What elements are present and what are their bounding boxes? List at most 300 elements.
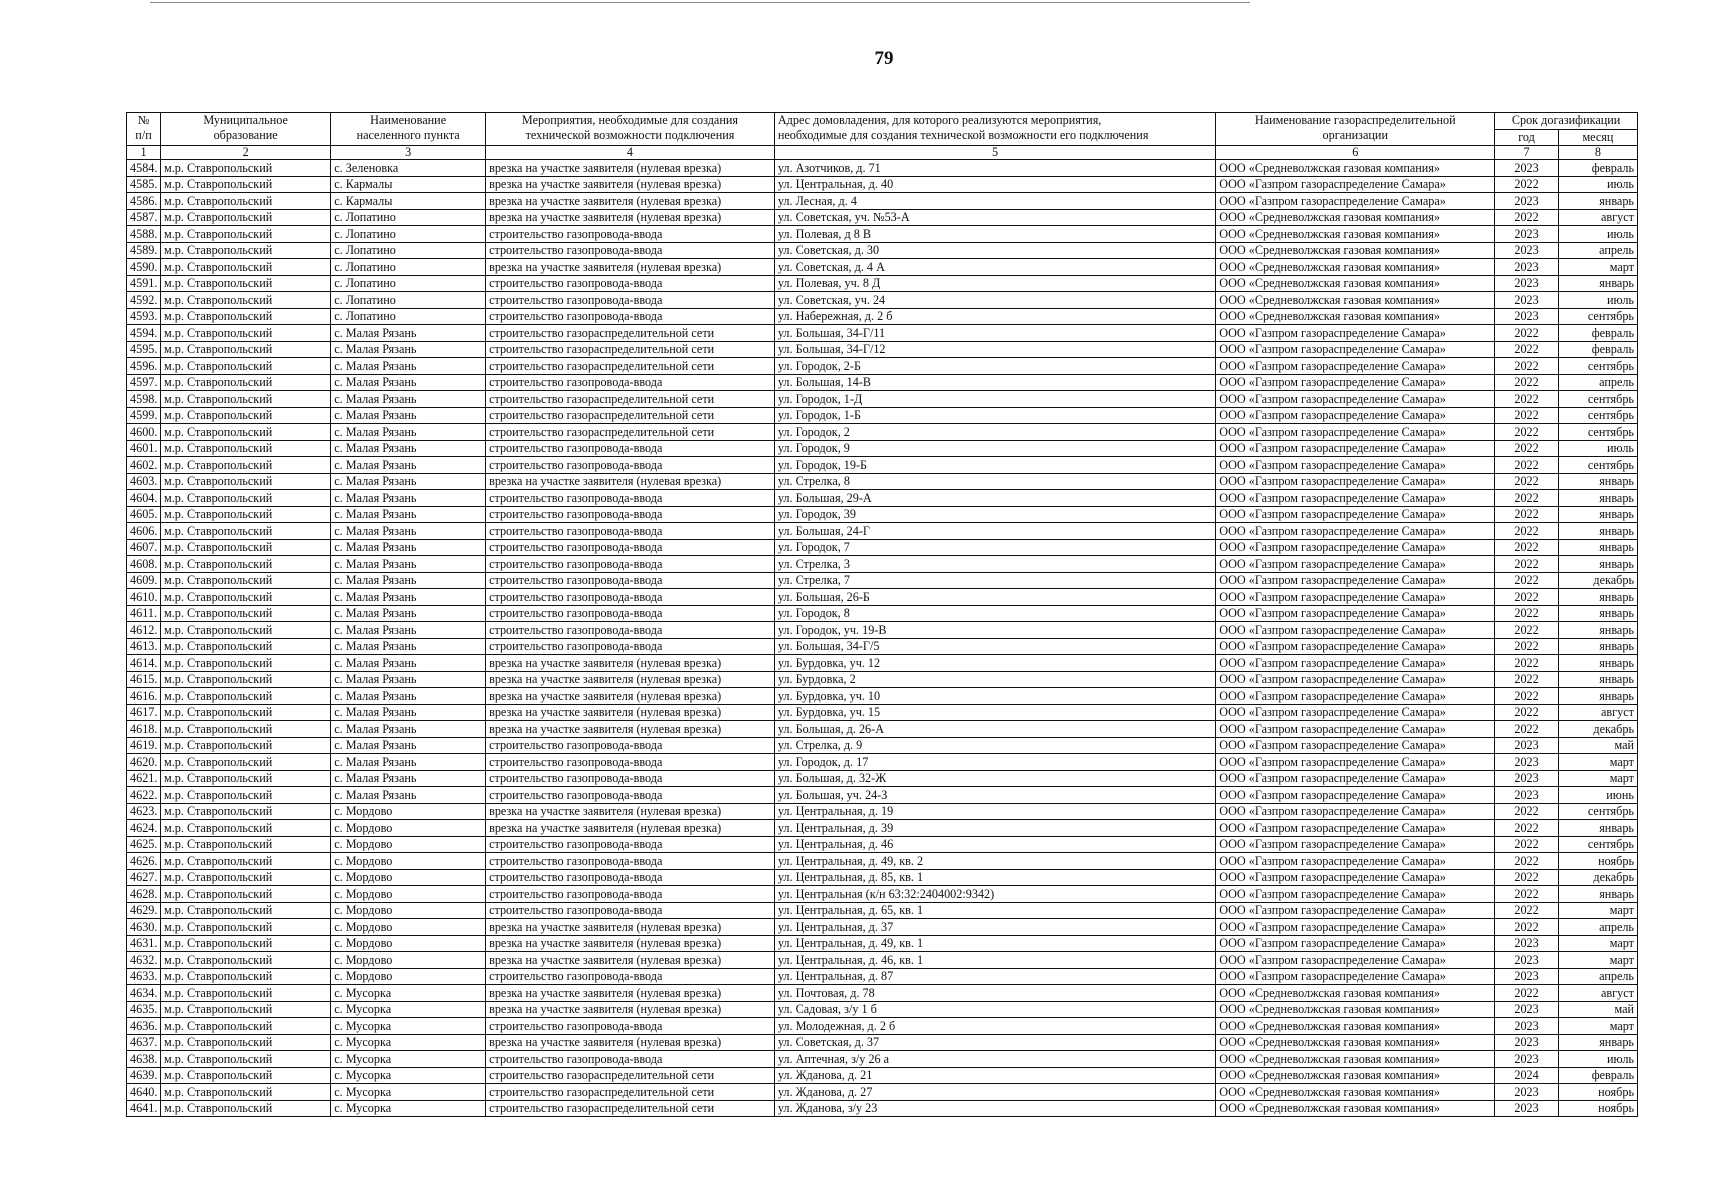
cell-municipality: м.р. Ставропольский — [161, 1100, 331, 1117]
table-row — [127, 292, 1638, 309]
cell-deadline-month: январь — [1558, 1034, 1637, 1051]
cell-row-number: 4628. — [127, 886, 161, 903]
cell-settlement: с. Мордово — [331, 836, 486, 853]
table-row — [127, 308, 1638, 325]
cell-address: ул. Бурдовка, уч. 15 — [774, 704, 1215, 721]
cell-deadline-year: 2022 — [1495, 721, 1559, 738]
cell-measure: врезка на участке заявителя (нулевая врезка) — [486, 952, 775, 969]
cell-gas-organization: ООО «Газпром газораспределение Самара» — [1216, 803, 1495, 820]
cell-row-number: 4623. — [127, 803, 161, 820]
cell-row-number: 4613. — [127, 638, 161, 655]
cell-settlement: с. Мусорка — [331, 1067, 486, 1084]
cell-deadline-month: март — [1558, 1018, 1637, 1035]
table-row — [127, 209, 1638, 226]
cell-address: ул. Городок, 1-Д — [774, 391, 1215, 408]
cell-settlement: с. Кармалы — [331, 176, 486, 193]
cell-row-number: 4640. — [127, 1084, 161, 1101]
cell-deadline-year: 2022 — [1495, 622, 1559, 639]
table-row — [127, 242, 1638, 259]
header-col-measures — [486, 113, 775, 146]
cell-row-number: 4633. — [127, 968, 161, 985]
cell-municipality: м.р. Ставропольский — [161, 391, 331, 408]
cell-deadline-year: 2023 — [1495, 292, 1559, 309]
table-row — [127, 754, 1638, 771]
cell-settlement: с. Малая Рязань — [331, 655, 486, 672]
cell-deadline-month: февраль — [1558, 341, 1637, 358]
header-col-number — [127, 113, 161, 146]
cell-municipality: м.р. Ставропольский — [161, 968, 331, 985]
cell-measure: строительство газораспределительной сети — [486, 407, 775, 424]
cell-deadline-year: 2022 — [1495, 572, 1559, 589]
cell-address: ул. Лесная, д. 4 — [774, 193, 1215, 210]
cell-gas-organization: ООО «Газпром газораспределение Самара» — [1216, 193, 1495, 210]
cell-measure: строительство газопровода-ввода — [486, 869, 775, 886]
table-row — [127, 787, 1638, 804]
cell-measure: врезка на участке заявителя (нулевая врезка) — [486, 176, 775, 193]
cell-measure: врезка на участке заявителя (нулевая врезка) — [486, 704, 775, 721]
cell-deadline-year: 2023 — [1495, 160, 1559, 177]
cell-settlement: с. Мусорка — [331, 1084, 486, 1101]
cell-measure: врезка на участке заявителя (нулевая врезка) — [486, 688, 775, 705]
cell-municipality: м.р. Ставропольский — [161, 721, 331, 738]
cell-row-number: 4606. — [127, 523, 161, 540]
cell-address: ул. Стрелка, д. 9 — [774, 737, 1215, 754]
cell-address: ул. Аптечная, з/у 26 а — [774, 1051, 1215, 1068]
cell-gas-organization: ООО «Газпром газораспределение Самара» — [1216, 374, 1495, 391]
cell-address: ул. Большая, 26-Б — [774, 589, 1215, 606]
cell-municipality: м.р. Ставропольский — [161, 523, 331, 540]
cell-deadline-month: март — [1558, 770, 1637, 787]
cell-gas-organization: ООО «Газпром газораспределение Самара» — [1216, 886, 1495, 903]
cell-row-number: 4597. — [127, 374, 161, 391]
cell-gas-organization: ООО «Газпром газораспределение Самара» — [1216, 935, 1495, 952]
cell-deadline-month: ноябрь — [1558, 1100, 1637, 1117]
cell-gas-organization: ООО «Газпром газораспределение Самара» — [1216, 638, 1495, 655]
cell-deadline-year: 2022 — [1495, 853, 1559, 870]
table-row — [127, 490, 1638, 507]
cell-address: ул. Городок, 9 — [774, 440, 1215, 457]
cell-row-number: 4617. — [127, 704, 161, 721]
cell-gas-organization: ООО «Газпром газораспределение Самара» — [1216, 869, 1495, 886]
cell-measure: врезка на участке заявителя (нулевая врезка) — [486, 209, 775, 226]
cell-settlement: с. Малая Рязань — [331, 341, 486, 358]
cell-row-number: 4632. — [127, 952, 161, 969]
cell-measure: строительство газораспределительной сети — [486, 424, 775, 441]
cell-settlement: с. Лопатино — [331, 275, 486, 292]
cell-measure: врезка на участке заявителя (нулевая врезка) — [486, 721, 775, 738]
cell-address: ул. Большая, 34-Г/11 — [774, 325, 1215, 342]
cell-gas-organization: ООО «Средневолжская газовая компания» — [1216, 1100, 1495, 1117]
cell-deadline-year: 2023 — [1495, 952, 1559, 969]
table-row — [127, 176, 1638, 193]
header-col-deadline: Срок догазификации — [1495, 113, 1638, 130]
cell-municipality: м.р. Ставропольский — [161, 1051, 331, 1068]
cell-settlement: с. Мордово — [331, 919, 486, 936]
cell-deadline-month: июль — [1558, 1051, 1637, 1068]
table-row — [127, 638, 1638, 655]
cell-deadline-month: август — [1558, 704, 1637, 721]
cell-municipality: м.р. Ставропольский — [161, 440, 331, 457]
cell-gas-organization: ООО «Газпром газораспределение Самара» — [1216, 358, 1495, 375]
cell-address: ул. Бурдовка, уч. 12 — [774, 655, 1215, 672]
cell-measure: строительство газопровода-ввода — [486, 539, 775, 556]
cell-municipality: м.р. Ставропольский — [161, 424, 331, 441]
cell-deadline-year: 2022 — [1495, 556, 1559, 573]
cell-row-number: 4595. — [127, 341, 161, 358]
cell-row-number: 4609. — [127, 572, 161, 589]
cell-municipality: м.р. Ставропольский — [161, 275, 331, 292]
cell-gas-organization: ООО «Средневолжская газовая компания» — [1216, 1067, 1495, 1084]
cell-address: ул. Бурдовка, 2 — [774, 671, 1215, 688]
cell-deadline-month: август — [1558, 985, 1637, 1002]
cell-deadline-year: 2023 — [1495, 226, 1559, 243]
cell-deadline-year: 2022 — [1495, 655, 1559, 672]
cell-gas-organization: ООО «Средневолжская газовая компания» — [1216, 209, 1495, 226]
cell-gas-organization: ООО «Газпром газораспределение Самара» — [1216, 754, 1495, 771]
cell-settlement: с. Малая Рязань — [331, 572, 486, 589]
cell-settlement: с. Малая Рязань — [331, 688, 486, 705]
cell-deadline-year: 2023 — [1495, 1100, 1559, 1117]
cell-address: ул. Большая, 29-А — [774, 490, 1215, 507]
cell-row-number: 4618. — [127, 721, 161, 738]
cell-gas-organization: ООО «Средневолжская газовая компания» — [1216, 1034, 1495, 1051]
cell-deadline-month: май — [1558, 737, 1637, 754]
cell-deadline-month: июль — [1558, 176, 1637, 193]
cell-municipality: м.р. Ставропольский — [161, 803, 331, 820]
table-row — [127, 1084, 1638, 1101]
cell-deadline-month: январь — [1558, 688, 1637, 705]
table-row — [127, 325, 1638, 342]
cell-settlement: с. Мордово — [331, 935, 486, 952]
cell-measure: строительство газопровода-ввода — [486, 556, 775, 573]
table-row — [127, 605, 1638, 622]
cell-measure: врезка на участке заявителя (нулевая врезка) — [486, 1001, 775, 1018]
cell-gas-organization: ООО «Газпром газораспределение Самара» — [1216, 341, 1495, 358]
page-number: 79 — [874, 48, 894, 69]
header-num-6: 6 — [1216, 146, 1495, 160]
cell-deadline-month: апрель — [1558, 374, 1637, 391]
cell-address: ул. Советская, д. 4 А — [774, 259, 1215, 276]
cell-settlement: с. Мордово — [331, 886, 486, 903]
cell-settlement: с. Малая Рязань — [331, 424, 486, 441]
cell-row-number: 4587. — [127, 209, 161, 226]
table-row — [127, 1001, 1638, 1018]
cell-row-number: 4590. — [127, 259, 161, 276]
cell-deadline-year: 2022 — [1495, 407, 1559, 424]
cell-municipality: м.р. Ставропольский — [161, 506, 331, 523]
cell-deadline-year: 2022 — [1495, 589, 1559, 606]
header-num-2: 2 — [161, 146, 331, 160]
cell-address: ул. Городок, 19-Б — [774, 457, 1215, 474]
cell-deadline-year: 2023 — [1495, 1001, 1559, 1018]
cell-settlement: с. Малая Рязань — [331, 407, 486, 424]
cell-municipality: м.р. Ставропольский — [161, 820, 331, 837]
cell-measure: строительство газопровода-ввода — [486, 275, 775, 292]
cell-deadline-year: 2022 — [1495, 704, 1559, 721]
cell-settlement: с. Малая Рязань — [331, 638, 486, 655]
cell-row-number: 4615. — [127, 671, 161, 688]
cell-row-number: 4588. — [127, 226, 161, 243]
cell-deadline-month: январь — [1558, 820, 1637, 837]
header-col-address-line-2: необходимые для создания технической возможности его подключения — [777, 128, 1149, 142]
cell-deadline-month: ноябрь — [1558, 853, 1637, 870]
cell-gas-organization: ООО «Средневолжская газовая компания» — [1216, 259, 1495, 276]
cell-gas-organization: ООО «Газпром газораспределение Самара» — [1216, 737, 1495, 754]
cell-deadline-year: 2023 — [1495, 935, 1559, 952]
cell-address: ул. Большая, 34-Г/5 — [774, 638, 1215, 655]
cell-municipality: м.р. Ставропольский — [161, 655, 331, 672]
cell-gas-organization: ООО «Средневолжская газовая компания» — [1216, 275, 1495, 292]
cell-deadline-year: 2022 — [1495, 919, 1559, 936]
cell-deadline-year: 2022 — [1495, 671, 1559, 688]
cell-address: ул. Центральная, д. 49, кв. 1 — [774, 935, 1215, 952]
cell-settlement: с. Мордово — [331, 952, 486, 969]
cell-row-number: 4603. — [127, 473, 161, 490]
cell-measure: строительство газопровода-ввода — [486, 622, 775, 639]
cell-settlement: с. Малая Рязань — [331, 770, 486, 787]
cell-row-number: 4636. — [127, 1018, 161, 1035]
cell-address: ул. Бурдовка, уч. 10 — [774, 688, 1215, 705]
cell-deadline-month: декабрь — [1558, 869, 1637, 886]
cell-gas-organization: ООО «Газпром газораспределение Самара» — [1216, 473, 1495, 490]
cell-row-number: 4599. — [127, 407, 161, 424]
cell-gas-organization: ООО «Газпром газораспределение Самара» — [1216, 836, 1495, 853]
cell-municipality: м.р. Ставропольский — [161, 473, 331, 490]
header-num-4: 4 — [486, 146, 775, 160]
cell-address: ул. Центральная, д. 85, кв. 1 — [774, 869, 1215, 886]
cell-deadline-month: январь — [1558, 556, 1637, 573]
cell-row-number: 4592. — [127, 292, 161, 309]
cell-measure: строительство газопровода-ввода — [486, 886, 775, 903]
cell-deadline-year: 2023 — [1495, 1034, 1559, 1051]
cell-address: ул. Садовая, з/у 1 б — [774, 1001, 1215, 1018]
cell-municipality: м.р. Ставропольский — [161, 589, 331, 606]
table-row — [127, 259, 1638, 276]
cell-deadline-year: 2023 — [1495, 259, 1559, 276]
cell-municipality: м.р. Ставропольский — [161, 325, 331, 342]
cell-municipality: м.р. Ставропольский — [161, 193, 331, 210]
cell-gas-organization: ООО «Газпром газораспределение Самара» — [1216, 440, 1495, 457]
cell-municipality: м.р. Ставропольский — [161, 919, 331, 936]
cell-row-number: 4591. — [127, 275, 161, 292]
cell-measure: строительство газопровода-ввода — [486, 770, 775, 787]
cell-address: ул. Азотчиков, д. 71 — [774, 160, 1215, 177]
cell-measure: врезка на участке заявителя (нулевая врезка) — [486, 803, 775, 820]
table-row — [127, 968, 1638, 985]
cell-row-number: 4610. — [127, 589, 161, 606]
cell-measure: врезка на участке заявителя (нулевая врезка) — [486, 1034, 775, 1051]
table-row — [127, 737, 1638, 754]
cell-settlement: с. Малая Рязань — [331, 358, 486, 375]
cell-deadline-month: февраль — [1558, 325, 1637, 342]
cell-municipality: м.р. Ставропольский — [161, 556, 331, 573]
header-col-municipality — [161, 113, 331, 146]
cell-municipality: м.р. Ставропольский — [161, 952, 331, 969]
table-row — [127, 523, 1638, 540]
cell-measure: врезка на участке заявителя (нулевая врезка) — [486, 985, 775, 1002]
cell-gas-organization: ООО «Газпром газораспределение Самара» — [1216, 704, 1495, 721]
cell-deadline-year: 2022 — [1495, 523, 1559, 540]
cell-settlement: с. Мусорка — [331, 1034, 486, 1051]
cell-address: ул. Центральная, д. 40 — [774, 176, 1215, 193]
cell-settlement: с. Мусорка — [331, 1018, 486, 1035]
cell-municipality: м.р. Ставропольский — [161, 308, 331, 325]
cell-deadline-year: 2022 — [1495, 176, 1559, 193]
cell-settlement: с. Малая Рязань — [331, 374, 486, 391]
cell-row-number: 4598. — [127, 391, 161, 408]
cell-settlement: с. Малая Рязань — [331, 506, 486, 523]
cell-measure: строительство газопровода-ввода — [486, 523, 775, 540]
cell-row-number: 4627. — [127, 869, 161, 886]
cell-measure: врезка на участке заявителя (нулевая врезка) — [486, 473, 775, 490]
cell-settlement: с. Мусорка — [331, 1051, 486, 1068]
cell-gas-organization: ООО «Газпром газораспределение Самара» — [1216, 391, 1495, 408]
cell-deadline-year: 2022 — [1495, 985, 1559, 1002]
cell-address: ул. Большая, уч. 24-З — [774, 787, 1215, 804]
cell-settlement: с. Малая Рязань — [331, 589, 486, 606]
cell-row-number: 4619. — [127, 737, 161, 754]
cell-deadline-year: 2022 — [1495, 473, 1559, 490]
cell-deadline-month: сентябрь — [1558, 407, 1637, 424]
cell-measure: строительство газопровода-ввода — [486, 836, 775, 853]
cell-row-number: 4596. — [127, 358, 161, 375]
cell-address: ул. Городок, 7 — [774, 539, 1215, 556]
cell-settlement: с. Малая Рязань — [331, 457, 486, 474]
cell-address: ул. Большая, 34-Г/12 — [774, 341, 1215, 358]
cell-municipality: м.р. Ставропольский — [161, 242, 331, 259]
table-row — [127, 721, 1638, 738]
cell-municipality: м.р. Ставропольский — [161, 754, 331, 771]
cell-deadline-month: январь — [1558, 638, 1637, 655]
cell-gas-organization: ООО «Газпром газораспределение Самара» — [1216, 820, 1495, 837]
header-col-settlement-line-1: Наименование — [370, 113, 447, 127]
cell-municipality: м.р. Ставропольский — [161, 1067, 331, 1084]
header-column-numbers — [127, 146, 1638, 160]
cell-address: ул. Молодежная, д. 2 б — [774, 1018, 1215, 1035]
cell-deadline-month: июль — [1558, 226, 1637, 243]
table-row — [127, 539, 1638, 556]
cell-settlement: с. Мордово — [331, 869, 486, 886]
table-row — [127, 160, 1638, 177]
cell-row-number: 4625. — [127, 836, 161, 853]
cell-deadline-year: 2022 — [1495, 358, 1559, 375]
cell-measure: строительство газопровода-ввода — [486, 292, 775, 309]
cell-deadline-month: сентябрь — [1558, 803, 1637, 820]
cell-deadline-year: 2023 — [1495, 1051, 1559, 1068]
cell-settlement: с. Мусорка — [331, 985, 486, 1002]
cell-deadline-year: 2023 — [1495, 308, 1559, 325]
cell-measure: строительство газопровода-ввода — [486, 440, 775, 457]
cell-row-number: 4608. — [127, 556, 161, 573]
cell-deadline-month: январь — [1558, 539, 1637, 556]
cell-settlement: с. Мусорка — [331, 1100, 486, 1117]
cell-settlement: с. Малая Рязань — [331, 440, 486, 457]
cell-address: ул. Большая, д. 26-А — [774, 721, 1215, 738]
table-row — [127, 770, 1638, 787]
cell-measure: строительство газораспределительной сети — [486, 358, 775, 375]
cell-address: ул. Городок, 8 — [774, 605, 1215, 622]
cell-gas-organization: ООО «Средневолжская газовая компания» — [1216, 308, 1495, 325]
cell-gas-organization: ООО «Газпром газораспределение Самара» — [1216, 490, 1495, 507]
cell-address: ул. Жданова, з/у 23 — [774, 1100, 1215, 1117]
header-col-settlement-line-2: населенного пункта — [356, 128, 460, 142]
cell-municipality: м.р. Ставропольский — [161, 1018, 331, 1035]
cell-municipality: м.р. Ставропольский — [161, 869, 331, 886]
header-col-year: год — [1495, 129, 1559, 146]
cell-gas-organization: ООО «Газпром газораспределение Самара» — [1216, 968, 1495, 985]
cell-gas-organization: ООО «Газпром газораспределение Самара» — [1216, 176, 1495, 193]
cell-address: ул. Стрелка, 7 — [774, 572, 1215, 589]
cell-settlement: с. Мордово — [331, 902, 486, 919]
cell-gas-organization: ООО «Газпром газораспределение Самара» — [1216, 556, 1495, 573]
cell-settlement: с. Малая Рязань — [331, 490, 486, 507]
cell-measure: строительство газораспределительной сети — [486, 1100, 775, 1117]
cell-deadline-month: февраль — [1558, 1067, 1637, 1084]
cell-row-number: 4594. — [127, 325, 161, 342]
cell-measure: строительство газопровода-ввода — [486, 787, 775, 804]
cell-gas-organization: ООО «Средневолжская газовая компания» — [1216, 242, 1495, 259]
cell-measure: строительство газопровода-ввода — [486, 506, 775, 523]
table-row — [127, 886, 1638, 903]
cell-measure: строительство газопровода-ввода — [486, 968, 775, 985]
cell-deadline-year: 2022 — [1495, 688, 1559, 705]
cell-gas-organization: ООО «Газпром газораспределение Самара» — [1216, 688, 1495, 705]
table-row — [127, 820, 1638, 837]
cell-settlement: с. Малая Рязань — [331, 473, 486, 490]
cell-municipality: м.р. Ставропольский — [161, 704, 331, 721]
cell-deadline-year: 2023 — [1495, 1018, 1559, 1035]
header-num-3: 3 — [331, 146, 486, 160]
cell-deadline-month: сентябрь — [1558, 391, 1637, 408]
table-row — [127, 407, 1638, 424]
cell-gas-organization: ООО «Газпром газораспределение Самара» — [1216, 589, 1495, 606]
cell-municipality: м.р. Ставропольский — [161, 176, 331, 193]
cell-deadline-year: 2024 — [1495, 1067, 1559, 1084]
cell-municipality: м.р. Ставропольский — [161, 539, 331, 556]
cell-deadline-year: 2023 — [1495, 1084, 1559, 1101]
cell-row-number: 4635. — [127, 1001, 161, 1018]
cell-settlement: с. Малая Рязань — [331, 605, 486, 622]
cell-municipality: м.р. Ставропольский — [161, 341, 331, 358]
table-row — [127, 506, 1638, 523]
cell-deadline-month: февраль — [1558, 160, 1637, 177]
cell-deadline-year: 2023 — [1495, 754, 1559, 771]
cell-deadline-month: январь — [1558, 193, 1637, 210]
cell-municipality: м.р. Ставропольский — [161, 292, 331, 309]
cell-settlement: с. Малая Рязань — [331, 671, 486, 688]
cell-measure: строительство газораспределительной сети — [486, 1067, 775, 1084]
table-row — [127, 688, 1638, 705]
cell-measure: строительство газопровода-ввода — [486, 490, 775, 507]
cell-deadline-month: июль — [1558, 440, 1637, 457]
header-num-8: 8 — [1558, 146, 1637, 160]
cell-gas-organization: ООО «Газпром газораспределение Самара» — [1216, 407, 1495, 424]
table-row — [127, 836, 1638, 853]
cell-measure: строительство газопровода-ввода — [486, 226, 775, 243]
cell-address: ул. Жданова, д. 27 — [774, 1084, 1215, 1101]
cell-settlement: с. Мордово — [331, 820, 486, 837]
header-col-address — [774, 113, 1215, 146]
table-row — [127, 1051, 1638, 1068]
cell-row-number: 4630. — [127, 919, 161, 936]
cell-deadline-month: январь — [1558, 671, 1637, 688]
cell-gas-organization: ООО «Газпром газораспределение Самара» — [1216, 919, 1495, 936]
header-col-organization-line-1: Наименование газораспределительной — [1254, 113, 1456, 127]
cell-deadline-month: март — [1558, 902, 1637, 919]
table-row — [127, 671, 1638, 688]
cell-measure: врезка на участке заявителя (нулевая врезка) — [486, 935, 775, 952]
cell-measure: врезка на участке заявителя (нулевая врезка) — [486, 820, 775, 837]
